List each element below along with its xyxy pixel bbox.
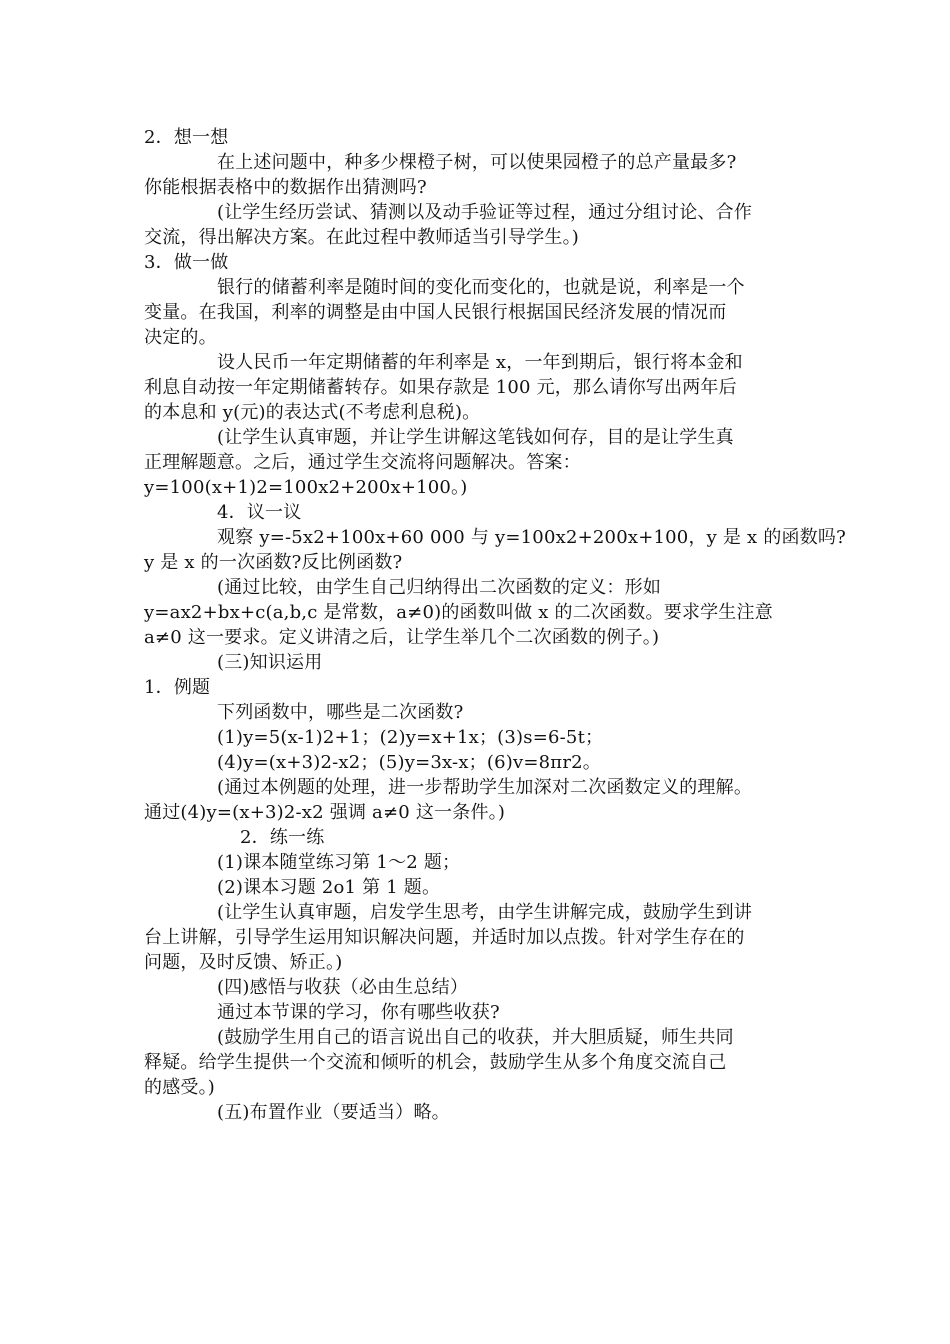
section-heading-5: (五)布置作业（要适当）略。 <box>217 1102 450 1123</box>
paragraph-line: 银行的储蓄利率是随时间的变化而变化的，也就是说，利率是一个 <box>217 277 745 298</box>
paragraph-line: (让学生认真审题，并让学生讲解这笔钱如何存，目的是让学生真 <box>217 427 734 448</box>
formula-line: y=100(x+1)2=100x2+200x+100。) <box>144 477 468 498</box>
list-item: (1)课本随堂练习第 1～2 题； <box>217 852 461 873</box>
paragraph-line: 正理解题意。之后，通过学生交流将问题解决。答案： <box>144 452 581 473</box>
paragraph-line: 设人民币一年定期储蓄的年利率是 x，一年到期后，银行将本金和 <box>217 352 743 373</box>
paragraph-line: (通过本例题的处理，进一步帮助学生加深对二次函数定义的理解。 <box>217 777 753 798</box>
paragraph-line: 台上讲解，引导学生运用知识解决问题，并适时加以点拨。针对学生存在的 <box>144 927 745 948</box>
paragraph-line: (鼓励学生用自己的语言说出自己的收获，并大胆质疑，师生共同 <box>217 1027 734 1048</box>
heading-example: 1．例题 <box>144 677 211 698</box>
section-heading-4: (四)感悟与收获（必由生总结） <box>217 977 469 998</box>
paragraph-line: (通过比较，由学生自己归纳得出二次函数的定义：形如 <box>217 577 662 598</box>
paragraph-line: 下列函数中，哪些是二次函数? <box>217 702 464 723</box>
heading-think: 2．想一想 <box>144 127 229 148</box>
heading-discuss: 4．议一议 <box>217 502 302 523</box>
heading-practice: 2．练一练 <box>240 827 325 848</box>
paragraph-line: 利息自动按一年定期储蓄转存。如果存款是 100 元，那么请你写出两年后 <box>144 377 737 398</box>
paragraph-line: 的感受。) <box>144 1077 216 1098</box>
paragraph-line: 观察 y=-5x2+100x+60 000 与 y=100x2+200x+100，y 是 x 的函数吗? <box>217 527 846 548</box>
paragraph-line: 问题，及时反馈、矫正。) <box>144 952 343 973</box>
paragraph-line: 在上述问题中，种多少棵橙子树，可以使果园橙子的总产量最多? <box>217 152 737 173</box>
paragraph-line: 变量。在我国，利率的调整是由中国人民银行根据国民经济发展的情况而 <box>144 302 727 323</box>
paragraph-line: a≠0 这一要求。定义讲清之后，让学生举几个二次函数的例子。) <box>144 627 660 648</box>
paragraph-line: 释疑。给学生提供一个交流和倾听的机会，鼓励学生从多个角度交流自己 <box>144 1052 727 1073</box>
paragraph-line: y 是 x 的一次函数?反比例函数? <box>144 552 403 573</box>
paragraph-line: 通过本节课的学习，你有哪些收获? <box>217 1002 500 1023</box>
paragraph-line: 决定的。 <box>144 327 217 348</box>
paragraph-line: 通过(4)y=(x+3)2-x2 强调 a≠0 这一条件。) <box>144 802 506 823</box>
list-item: (2)课本习题 2o1 第 1 题。 <box>217 877 441 898</box>
section-heading-3: (三)知识运用 <box>217 652 323 673</box>
formula-line: (4)y=(x+3)2-x2；(5)y=3x-x；(6)v=8πr2。 <box>217 752 601 773</box>
paragraph-line: 交流，得出解决方案。在此过程中教师适当引导学生。) <box>144 227 580 248</box>
paragraph-line: 的本息和 y(元)的表达式(不考虑利息税)。 <box>144 402 481 423</box>
paragraph-line: y=ax2+bx+c(a,b,c 是常数，a≠0)的函数叫做 x 的二次函数。要求学生注意 <box>144 602 773 623</box>
heading-do: 3．做一做 <box>144 252 229 273</box>
paragraph-line: 你能根据表格中的数据作出猜测吗? <box>144 177 427 198</box>
paragraph-line: (让学生认真审题，启发学生思考，由学生讲解完成，鼓励学生到讲 <box>217 902 753 923</box>
paragraph-line: (让学生经历尝试、猜测以及动手验证等过程，通过分组讨论、合作 <box>217 202 753 223</box>
formula-line: (1)y=5(x-1)2+1；(2)y=x+1x；(3)s=6-5t； <box>217 727 604 748</box>
